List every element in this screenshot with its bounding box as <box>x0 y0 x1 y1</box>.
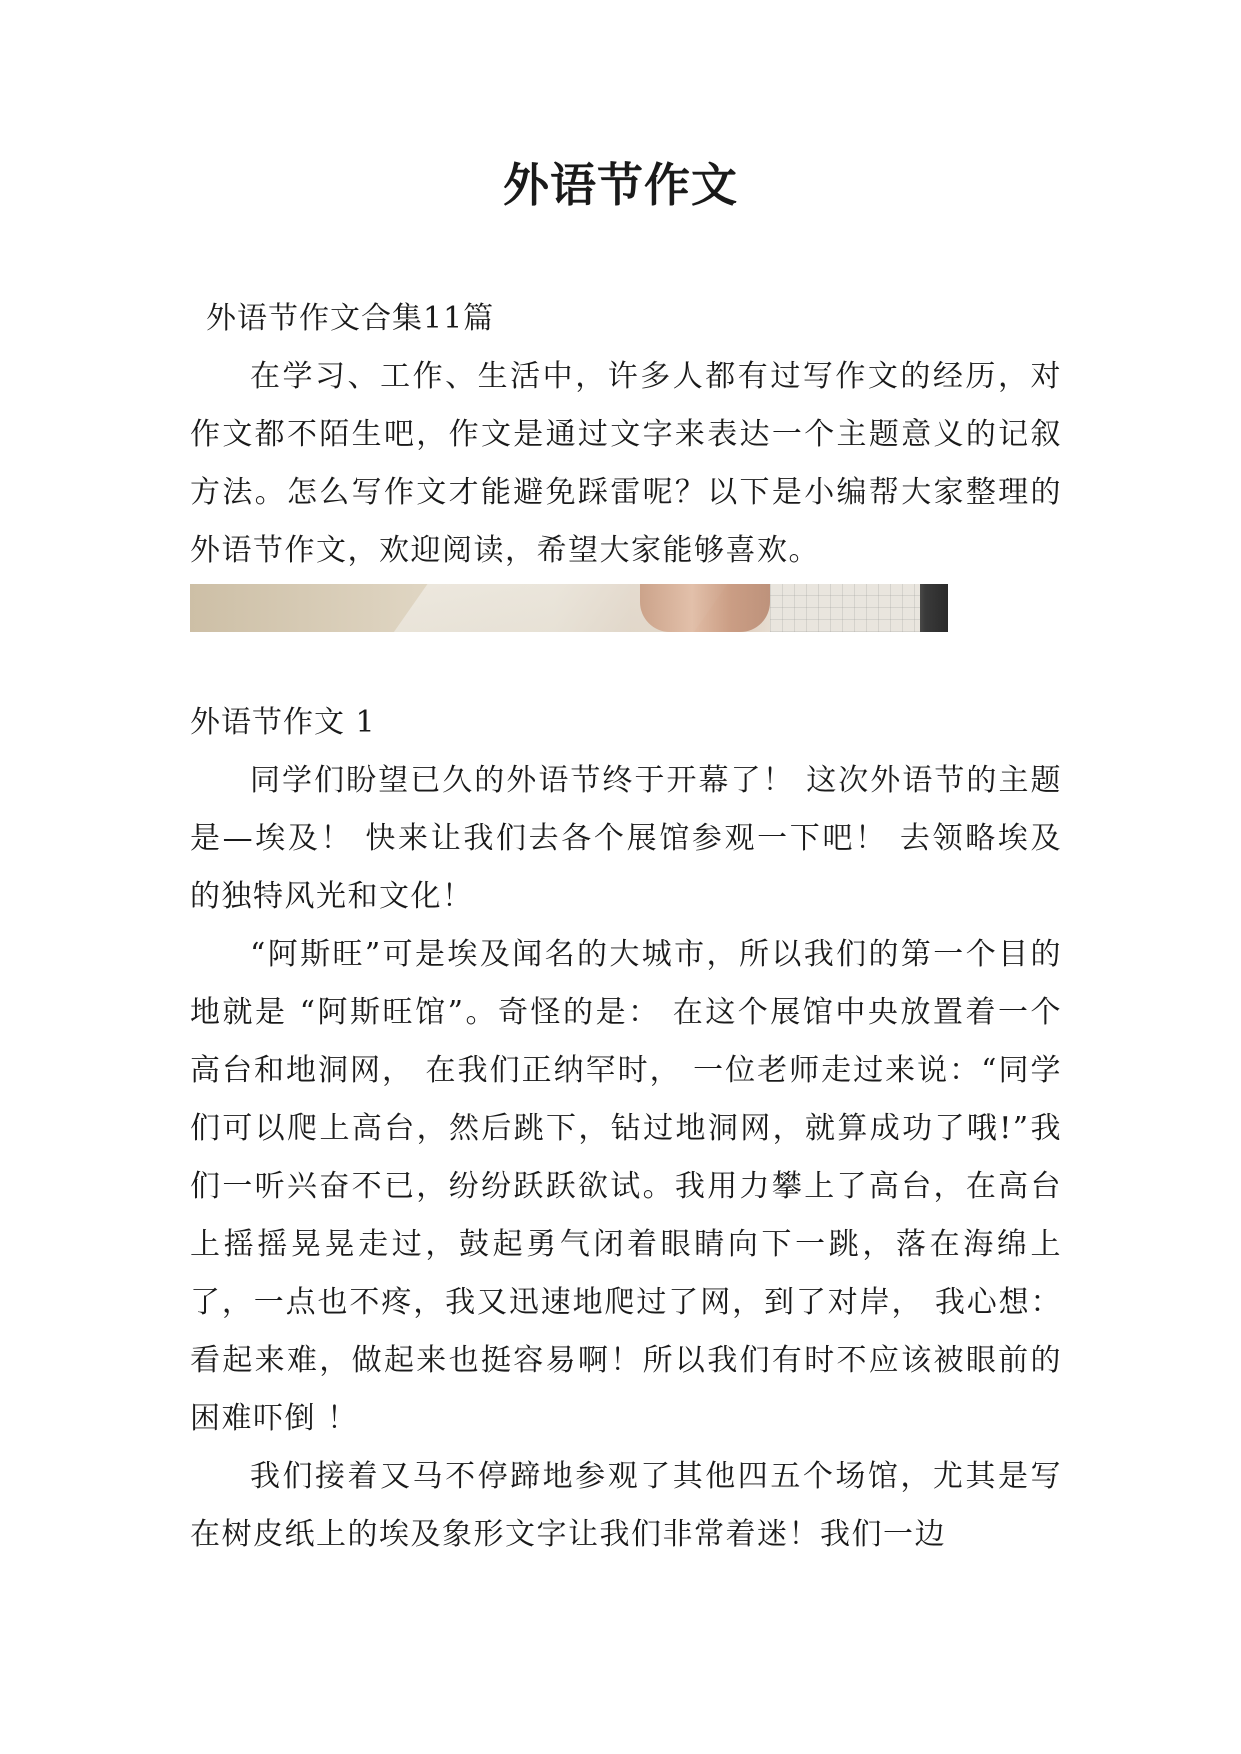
document-body <box>190 290 1062 1564</box>
intro-paragraph: 在学习、工作、生活中，许多人都有过写作文的经历，对作文都不陌生吧，作文是通过文字来表达一个主题意义的记叙方法。怎么写作文才能避免踩雷呢？以下是小编帮大家整理的外语节作文，欢迎阅读，希望大家能够喜欢。 <box>190 359 1062 568</box>
body-paragraph: 我们接着又马不停蹄地参观了其他四五个场馆，尤其是写在树皮纸上的埃及象形文字让我们非常着迷！我们一边 <box>190 1459 1062 1552</box>
hand-graphic <box>640 584 770 632</box>
body-paragraph: “阿斯旺”可是埃及闻名的大城市，所以我们的第一个目的地就是 “阿斯旺馆”。奇怪的是： 在这个展馆中央放置着一个高台和地洞网， 在我们正纳罕时， 一位老师走过来说：“同学们可以爬上高台，然后跳下，钻过地洞网，就算成功了哦!”我们一听兴奋不已，纷纷跃跃欲试。我用力攀上了高台，在高台上摇摇晃晃走过，鼓起勇气闭着眼睛向下一跳，落在海绵上了，一点也不疼，我又迅速地爬过了网，到了对岸， 我心想：看起来难，做起来也挺容易啊！所以我们有时不应该被眼前的困难吓倒 ！ <box>190 937 1062 1436</box>
decorative-banner-image <box>190 584 948 632</box>
document-subtitle: 外语节作文合集11篇 <box>206 301 495 336</box>
section-heading: 外语节作文 1 <box>190 705 376 740</box>
body-paragraph: 同学们盼望已久的外语节终于开幕了！ 这次外语节的主题是—埃及！ 快来让我们去各个展馆参观一下吧！ 去领略埃及的独特风光和文化！ <box>190 763 1062 914</box>
document-title: 外语节作文 <box>503 158 738 212</box>
grid-paper-graphic <box>770 584 920 632</box>
